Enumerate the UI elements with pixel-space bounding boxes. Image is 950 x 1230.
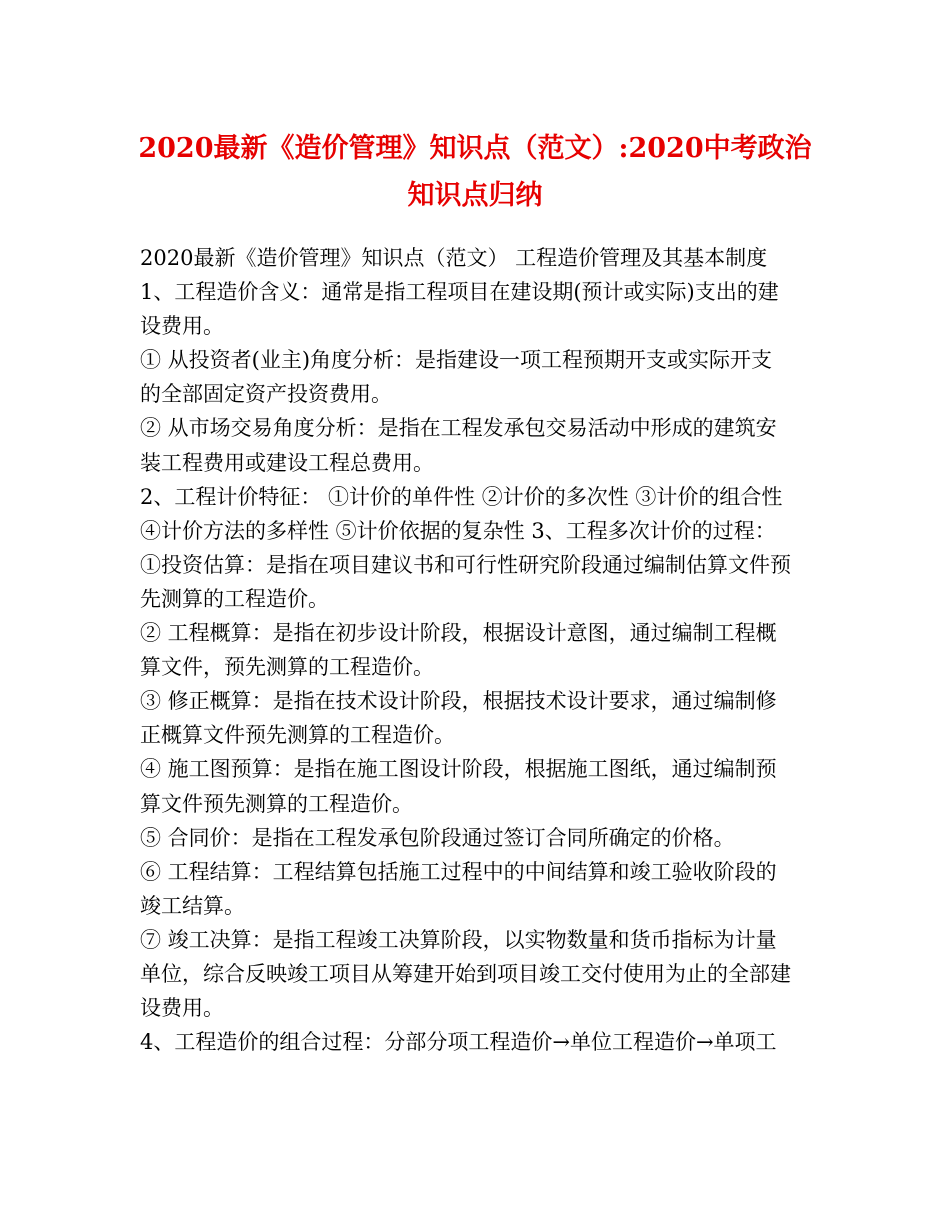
body-line: 装工程费用或建设工程总费用。 [140, 450, 434, 475]
document-body [140, 241, 820, 1059]
body-line: 2020最新《造价管理》知识点（范文） 工程造价管理及其基本制度 [140, 246, 768, 270]
body-line: 算文件，预先测算的工程造价。 [140, 655, 434, 680]
body-line: ② 从市场交易角度分析：是指在工程发承包交易活动中形成的建筑安 [140, 416, 777, 441]
body-line: ⑥ 工程结算：工程结算包括施工过程中的中间结算和竣工验收阶段的 [140, 859, 777, 884]
document-title-line-1: 2020最新《造价管理》知识点（范文）:2020中考政治 [138, 133, 812, 164]
body-line: ③ 修正概算：是指在技术设计阶段，根据技术设计要求，通过编制修 [140, 689, 777, 714]
body-line: ① 从投资者(业主)角度分析：是指建设一项工程预期开支或实际开支 [140, 348, 773, 373]
body-line: 设费用。 [140, 996, 224, 1021]
body-line: 竣工结算。 [140, 893, 245, 918]
body-line: ⑦ 竣工决算：是指工程竣工决算阶段，以实物数量和货币指标为计量 [140, 927, 777, 952]
body-line: 1、工程造价含义：通常是指工程项目在建设期(预计或实际)支出的建 [140, 280, 779, 305]
body-line: 的全部固定资产投资费用。 [140, 382, 392, 407]
body-line: 算文件预先测算的工程造价。 [140, 791, 413, 816]
body-line: ④ 施工图预算：是指在施工图设计阶段，根据施工图纸，通过编制预 [140, 757, 777, 782]
body-line: ④计价方法的多样性 ⑤计价依据的复杂性 3、工程多次计价的过程： [140, 518, 776, 543]
document-title-line-2: 知识点归纳 [407, 180, 543, 211]
body-line: 2、工程计价特征： ①计价的单件性 ②计价的多次性 ③计价的组合性 [140, 484, 783, 509]
body-line: 先测算的工程造价。 [140, 586, 329, 611]
body-line: ② 工程概算：是指在初步设计阶段，根据设计意图，通过编制工程概 [140, 621, 777, 646]
body-line: ①投资估算：是指在项目建议书和可行性研究阶段通过编制估算文件预 [140, 552, 791, 577]
body-line: 4、工程造价的组合过程：分部分项工程造价→单位工程造价→单项工 [140, 1030, 777, 1055]
body-line: 单位，综合反映竣工项目从筹建开始到项目竣工交付使用为止的全部建 [140, 961, 791, 986]
body-line: 设费用。 [140, 314, 224, 339]
body-line: 正概算文件预先测算的工程造价。 [140, 723, 455, 748]
body-line: ⑤ 合同价：是指在工程发承包阶段通过签订合同所确定的价格。 [140, 825, 735, 850]
